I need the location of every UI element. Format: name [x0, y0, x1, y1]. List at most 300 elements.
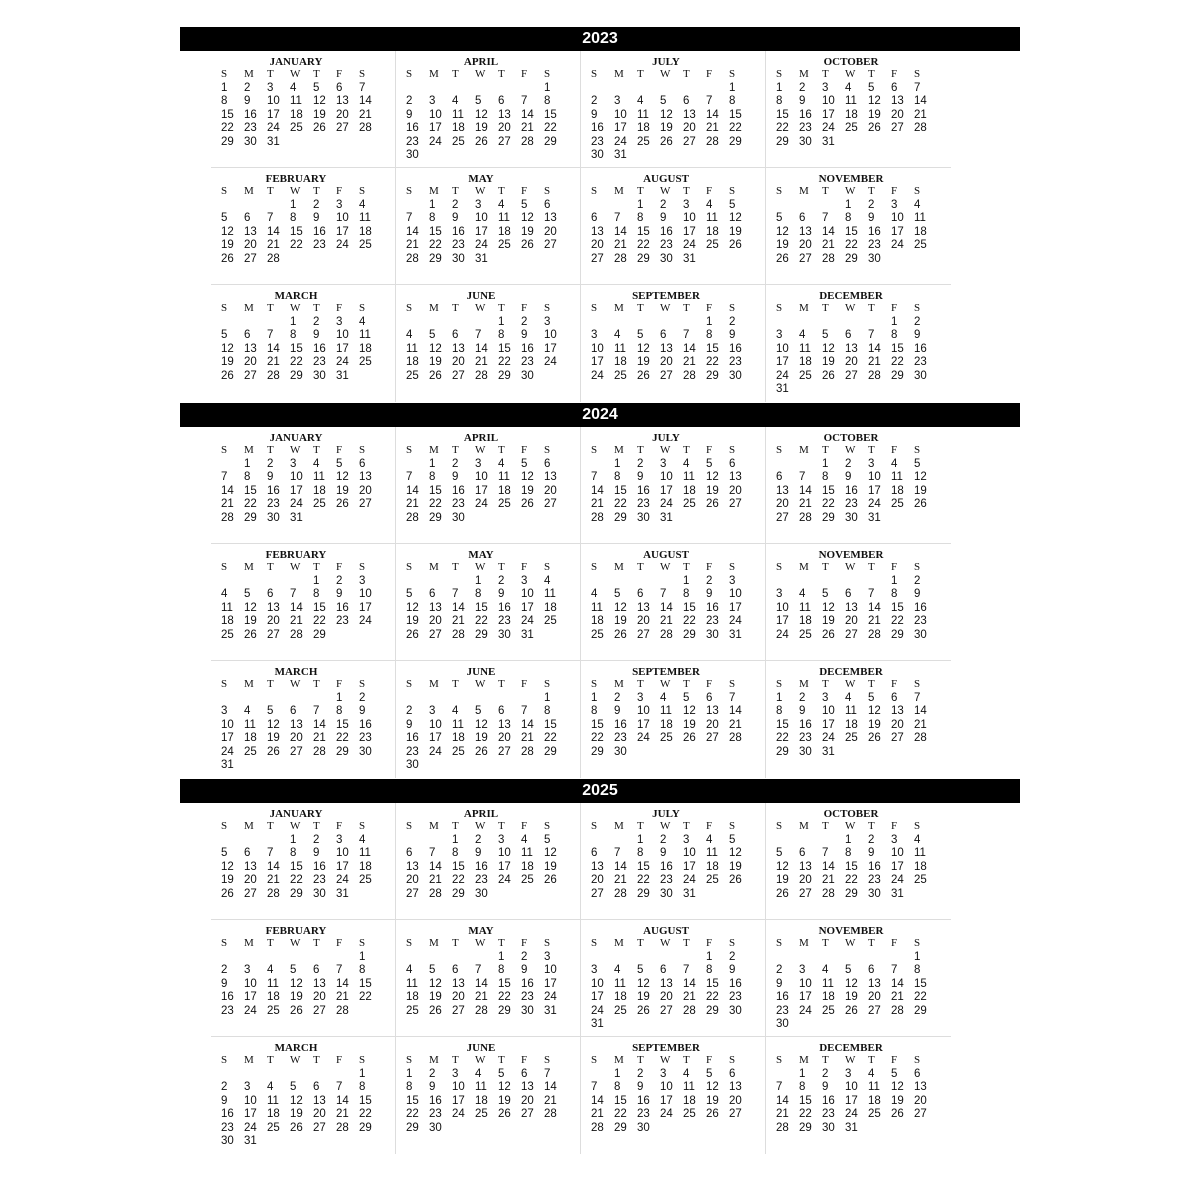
day-cell: 5 — [868, 81, 875, 94]
day-cell: 7 — [914, 691, 921, 704]
day-cell: 24 — [776, 628, 789, 641]
day-cell: 7 — [868, 588, 875, 600]
day-cell: 18 — [406, 356, 419, 368]
day-cell: 28 — [521, 745, 534, 758]
day-cell: 27 — [799, 252, 812, 265]
day-cell: 20 — [637, 615, 650, 627]
day-cell: 10 — [637, 705, 650, 717]
day-cell: 20 — [660, 356, 673, 368]
day-cell: 2 — [313, 315, 320, 328]
day-cell: 10 — [544, 964, 557, 976]
week-row — [221, 1005, 395, 1019]
day-cell: 6 — [591, 212, 598, 224]
day-cell: 18 — [475, 1094, 488, 1107]
day-cell: 12 — [429, 342, 442, 355]
day-cell — [614, 834, 637, 848]
weekday-header: W — [845, 1054, 856, 1066]
month-grid — [180, 803, 1020, 1155]
month-block — [396, 1037, 581, 1154]
day-cell: 3 — [891, 833, 898, 846]
day-cell: 5 — [475, 705, 482, 717]
day-cell: 8 — [891, 588, 898, 600]
day-cell: 22 — [475, 615, 488, 627]
day-cell: 10 — [221, 718, 234, 731]
week-row — [221, 874, 395, 888]
day-cell: 3 — [452, 1067, 459, 1080]
weekday-header: S — [406, 185, 413, 197]
day-cell: 19 — [290, 991, 303, 1003]
day-cell: 31 — [683, 252, 696, 265]
day-cell: 3 — [336, 833, 343, 846]
weekday-header: F — [706, 820, 713, 832]
day-cell: 20 — [336, 108, 349, 121]
day-cell: 29 — [475, 628, 488, 641]
day-cell: 27 — [521, 1108, 534, 1120]
day-cell: 16 — [868, 860, 881, 873]
day-cell: 14 — [336, 977, 349, 990]
weekday-header: S — [591, 561, 598, 573]
day-cell: 22 — [429, 239, 442, 251]
day-cell: 24 — [336, 239, 349, 251]
day-cell — [406, 458, 429, 472]
day-cell: 17 — [660, 1094, 673, 1107]
day-cell: 23 — [313, 239, 326, 251]
day-cell: 10 — [845, 1081, 858, 1093]
day-cell — [452, 316, 475, 330]
day-cell: 7 — [267, 212, 274, 224]
weekday-header: W — [660, 444, 671, 456]
day-cell: 22 — [290, 874, 303, 886]
day-cell — [544, 253, 567, 267]
day-cell: 31 — [591, 1018, 604, 1030]
week-row — [406, 1068, 580, 1082]
day-cell — [660, 746, 683, 760]
day-cell: 13 — [406, 860, 419, 873]
month-title: AUGUST — [643, 925, 689, 937]
day-cell — [429, 575, 452, 589]
weekday-header: T — [267, 1054, 274, 1066]
day-cell: 13 — [845, 601, 858, 614]
day-cell: 28 — [336, 1121, 349, 1134]
day-cell: 20 — [452, 991, 465, 1003]
day-cell: 12 — [336, 471, 349, 483]
week-row — [221, 719, 395, 733]
day-cell — [544, 1122, 567, 1136]
week-row — [776, 834, 951, 848]
weekday-header: M — [614, 678, 624, 690]
day-cell: 18 — [406, 991, 419, 1003]
weekday-header: S — [729, 820, 736, 832]
day-cell: 3 — [359, 574, 366, 587]
day-cell: 16 — [406, 122, 419, 134]
day-cell: 13 — [498, 108, 511, 121]
day-cell: 24 — [244, 1121, 257, 1134]
weekday-header: T — [313, 1054, 320, 1066]
day-cell: 26 — [313, 122, 326, 134]
weekday-header: S — [406, 444, 413, 456]
day-cell: 28 — [914, 732, 927, 744]
week-row — [591, 575, 765, 589]
weekday-header: W — [290, 302, 301, 314]
day-cell: 11 — [799, 601, 811, 614]
weekday-header: W — [290, 1054, 301, 1066]
day-cell: 10 — [429, 718, 442, 731]
week-row — [221, 458, 395, 472]
weekday-header-row — [221, 1054, 395, 1068]
weekday-header: W — [475, 1054, 486, 1066]
day-cell — [683, 1018, 706, 1032]
day-cell: 8 — [706, 329, 713, 341]
day-cell: 24 — [544, 356, 557, 368]
day-cell — [591, 82, 614, 96]
day-cell — [406, 951, 429, 965]
weekday-header: S — [591, 937, 598, 949]
day-cell — [729, 512, 752, 526]
day-cell: 2 — [637, 1067, 644, 1080]
day-cell: 26 — [406, 628, 419, 641]
weekday-header: T — [267, 444, 274, 456]
day-cell: 15 — [706, 977, 719, 990]
day-cell — [359, 512, 382, 526]
weekday-header: M — [799, 302, 809, 314]
day-cell: 26 — [729, 239, 742, 251]
day-cell: 16 — [776, 991, 789, 1003]
month-block — [766, 920, 951, 1037]
day-cell: 19 — [660, 122, 673, 134]
month-block — [211, 51, 396, 168]
weekday-header: S — [729, 444, 736, 456]
day-cell: 15 — [891, 601, 904, 614]
weekday-header: M — [244, 561, 254, 573]
weekday-header: F — [706, 937, 713, 949]
day-cell: 26 — [729, 874, 742, 886]
month-title: JANUARY — [269, 808, 323, 820]
day-cell: 11 — [683, 1081, 695, 1093]
day-cell: 21 — [475, 356, 488, 368]
weekday-header: S — [591, 678, 598, 690]
week-row — [776, 122, 951, 136]
day-cell: 25 — [822, 1004, 835, 1017]
week-row — [406, 615, 580, 629]
weekday-header: M — [614, 820, 624, 832]
day-cell: 1 — [336, 691, 343, 704]
day-cell — [359, 629, 382, 643]
day-cell: 20 — [544, 484, 557, 497]
day-cell — [799, 575, 822, 589]
weekday-header: S — [359, 1054, 366, 1066]
day-cell: 25 — [359, 874, 372, 886]
day-cell: 3 — [845, 1067, 852, 1080]
day-cell — [290, 575, 313, 589]
week-row — [591, 343, 765, 357]
week-row — [776, 615, 951, 629]
day-cell: 27 — [244, 887, 257, 900]
day-cell: 13 — [799, 860, 812, 873]
day-cell: 30 — [498, 628, 511, 641]
day-cell: 26 — [221, 887, 234, 900]
day-cell: 7 — [452, 588, 459, 600]
day-cell — [521, 692, 544, 706]
day-cell: 15 — [452, 860, 465, 873]
day-cell: 9 — [799, 705, 806, 717]
weekday-header: S — [544, 1054, 551, 1066]
week-row — [221, 212, 395, 226]
week-row — [221, 629, 395, 643]
day-cell: 19 — [776, 874, 789, 886]
week-row — [406, 964, 580, 978]
day-cell: 9 — [845, 471, 852, 483]
weekday-header: S — [729, 937, 736, 949]
day-cell — [799, 951, 822, 965]
day-cell: 25 — [221, 628, 234, 641]
weekday-header: T — [498, 820, 505, 832]
day-cell: 12 — [475, 718, 488, 731]
week-row — [776, 575, 951, 589]
weekday-header: M — [799, 561, 809, 573]
day-cell: 14 — [660, 601, 673, 614]
day-cell: 26 — [660, 135, 673, 148]
day-cell: 16 — [406, 732, 419, 744]
day-cell — [637, 82, 660, 96]
day-cell: 1 — [544, 81, 551, 94]
month-block — [396, 661, 581, 778]
day-cell: 1 — [706, 315, 713, 328]
day-cell: 29 — [799, 1121, 812, 1134]
weekday-header-row — [406, 68, 580, 82]
weekday-header: F — [336, 820, 343, 832]
weekday-header: M — [244, 68, 254, 80]
day-cell — [521, 82, 544, 96]
weekday-header: S — [914, 68, 921, 80]
week-row — [776, 732, 951, 746]
day-cell: 24 — [637, 732, 650, 744]
month-title: JUNE — [466, 290, 496, 302]
day-cell: 24 — [429, 135, 442, 148]
day-cell — [845, 1018, 868, 1032]
day-cell: 4 — [614, 964, 621, 976]
day-cell: 13 — [521, 1081, 534, 1093]
week-row — [406, 888, 580, 902]
day-cell: 4 — [845, 81, 852, 94]
day-cell: 16 — [498, 601, 511, 614]
day-cell: 12 — [290, 977, 303, 990]
day-cell: 5 — [475, 95, 482, 107]
day-cell: 18 — [845, 108, 858, 121]
day-cell: 28 — [822, 887, 835, 900]
day-cell: 6 — [891, 81, 898, 94]
weekday-header: S — [544, 302, 551, 314]
day-cell: 13 — [359, 471, 372, 483]
week-row — [776, 136, 951, 150]
day-cell: 23 — [729, 356, 742, 368]
day-cell — [313, 253, 336, 267]
day-cell: 2 — [521, 950, 528, 963]
day-cell: 19 — [868, 108, 881, 121]
day-cell — [660, 316, 683, 330]
day-cell: 6 — [498, 705, 505, 717]
day-cell: 16 — [845, 484, 858, 497]
day-cell: 6 — [544, 198, 551, 211]
day-cell: 22 — [498, 356, 511, 368]
day-cell: 27 — [660, 369, 673, 382]
day-cell: 11 — [845, 705, 857, 717]
week-row — [406, 847, 580, 861]
day-cell: 25 — [452, 135, 465, 148]
day-cell: 22 — [614, 1108, 627, 1120]
weekday-header: M — [429, 1054, 439, 1066]
weekday-header: W — [845, 561, 856, 573]
day-cell — [498, 82, 521, 96]
day-cell: 15 — [429, 484, 442, 497]
weekday-header: F — [336, 678, 343, 690]
day-cell: 13 — [244, 225, 257, 238]
day-cell — [845, 136, 868, 150]
day-cell: 16 — [591, 122, 604, 134]
day-cell: 12 — [729, 847, 742, 859]
week-row — [776, 1108, 951, 1122]
day-cell: 8 — [822, 471, 829, 483]
day-cell: 18 — [498, 225, 511, 238]
day-cell: 22 — [683, 615, 696, 627]
day-cell: 22 — [406, 1108, 419, 1120]
weekday-header: F — [891, 820, 898, 832]
day-cell: 3 — [660, 1067, 667, 1080]
day-cell: 12 — [498, 1081, 511, 1093]
day-cell: 17 — [544, 342, 557, 355]
day-cell: 25 — [614, 369, 627, 382]
day-cell: 7 — [406, 471, 413, 483]
day-cell: 8 — [591, 705, 598, 717]
week-row — [221, 253, 395, 267]
weekday-header-row — [406, 444, 580, 458]
day-cell: 15 — [799, 1094, 812, 1107]
day-cell: 1 — [429, 198, 436, 211]
day-cell: 25 — [799, 628, 812, 641]
day-cell: 14 — [683, 342, 696, 355]
day-cell — [706, 149, 729, 163]
day-cell: 25 — [452, 745, 465, 758]
day-cell: 13 — [776, 484, 789, 497]
day-cell: 4 — [406, 964, 413, 976]
weekday-header: S — [776, 68, 783, 80]
weekday-header: W — [660, 561, 671, 573]
day-cell: 30 — [313, 369, 326, 382]
weekday-header: W — [845, 302, 856, 314]
day-cell — [313, 512, 336, 526]
week-row — [591, 1018, 765, 1032]
weekday-header: T — [683, 561, 690, 573]
day-cell — [498, 759, 521, 773]
day-cell: 18 — [706, 225, 719, 238]
day-cell: 18 — [845, 718, 858, 731]
weekday-header: F — [336, 561, 343, 573]
weekday-header: S — [591, 1054, 598, 1066]
day-cell: 5 — [429, 329, 436, 341]
day-cell — [452, 82, 475, 96]
day-cell: 8 — [313, 588, 320, 600]
day-cell — [521, 253, 544, 267]
day-cell: 12 — [614, 601, 627, 614]
week-row — [591, 705, 765, 719]
week-row — [221, 951, 395, 965]
day-cell: 20 — [244, 239, 257, 251]
day-cell: 9 — [914, 329, 921, 341]
weekday-header: S — [406, 1054, 413, 1066]
day-cell: 16 — [868, 225, 881, 238]
day-cell — [706, 82, 729, 96]
day-cell: 13 — [244, 342, 257, 355]
day-cell — [776, 316, 799, 330]
day-cell: 18 — [221, 615, 234, 627]
day-cell: 23 — [336, 615, 349, 627]
weekday-header: S — [729, 302, 736, 314]
day-cell: 10 — [359, 588, 372, 600]
day-cell: 15 — [776, 108, 789, 121]
day-cell: 7 — [591, 1081, 598, 1093]
day-cell: 7 — [614, 212, 621, 224]
day-cell: 29 — [845, 252, 858, 265]
weekday-header: T — [822, 185, 829, 197]
day-cell: 25 — [591, 628, 604, 641]
month-block — [581, 285, 766, 402]
month-grid — [180, 427, 1020, 779]
day-cell: 26 — [221, 252, 234, 265]
day-cell: 26 — [706, 498, 719, 510]
day-cell: 24 — [521, 615, 534, 627]
weekday-header-row — [406, 302, 580, 316]
day-cell: 12 — [776, 860, 789, 873]
weekday-header: S — [914, 185, 921, 197]
day-cell: 6 — [406, 847, 413, 859]
day-cell — [290, 136, 313, 150]
day-cell: 9 — [336, 588, 343, 600]
day-cell: 4 — [498, 198, 505, 211]
day-cell: 23 — [313, 874, 326, 886]
weekday-header-row — [221, 302, 395, 316]
day-cell — [868, 1122, 891, 1136]
day-cell: 8 — [498, 329, 505, 341]
day-cell: 5 — [336, 457, 343, 470]
weekday-header: M — [244, 937, 254, 949]
day-cell: 10 — [660, 1081, 673, 1093]
day-cell: 2 — [729, 950, 736, 963]
weekday-header: W — [290, 937, 301, 949]
month-title: SEPTEMBER — [632, 290, 700, 302]
day-cell — [914, 1018, 937, 1032]
week-row — [406, 239, 580, 253]
day-cell — [475, 759, 498, 773]
day-cell — [891, 253, 914, 267]
week-row — [406, 471, 580, 485]
weekday-header: S — [221, 302, 228, 314]
month-title: SEPTEMBER — [632, 1042, 700, 1054]
day-cell: 23 — [776, 1004, 789, 1017]
weekday-header-row — [776, 68, 951, 82]
day-cell: 25 — [868, 1108, 881, 1120]
day-cell: 1 — [637, 833, 644, 846]
day-cell: 11 — [822, 977, 834, 990]
weekday-header: T — [267, 561, 274, 573]
month-title: SEPTEMBER — [632, 666, 700, 678]
day-cell: 21 — [706, 122, 719, 134]
week-row — [776, 629, 951, 643]
day-cell: 18 — [822, 991, 835, 1003]
day-cell: 14 — [452, 601, 465, 614]
day-cell: 24 — [336, 874, 349, 886]
weekday-header: S — [591, 68, 598, 80]
day-cell: 1 — [452, 833, 459, 846]
day-cell: 4 — [799, 329, 806, 341]
